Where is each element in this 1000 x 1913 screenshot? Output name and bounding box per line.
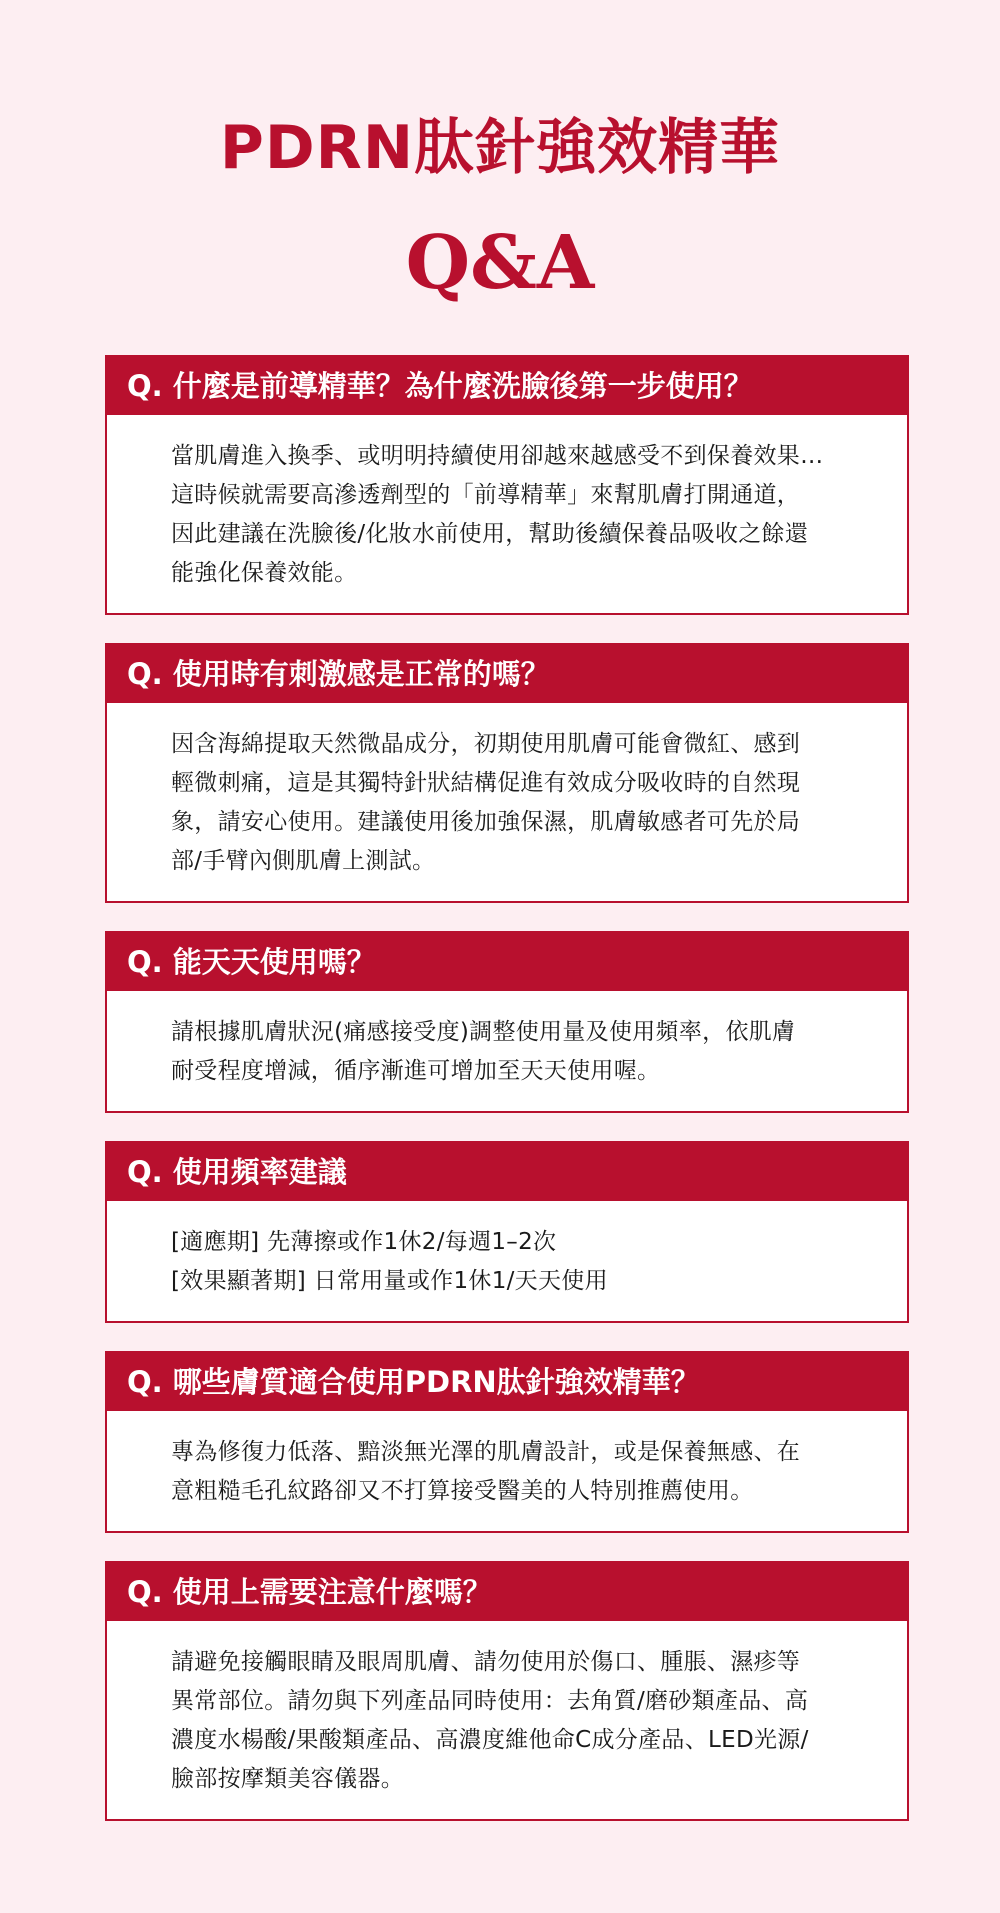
faq-answer-line: 異常部位。請勿與下列產品同時使用：去角質/磨砂類產品、高 xyxy=(171,1688,809,1714)
faq-answer-line: 耐受程度增減，循序漸進可增加至天天使用喔。 xyxy=(171,1058,661,1084)
faq-question: Q. 什麼是前導精華？為什麼洗臉後第一步使用？ xyxy=(107,357,907,415)
faq-answer-line: 部/手臂內側肌膚上測試。 xyxy=(171,848,436,874)
faq-answer xyxy=(107,1411,907,1531)
faq-answer-line: 能強化保養效能。 xyxy=(171,560,358,586)
faq-answer-line: 濃度水楊酸/果酸類產品、高濃度維他命C成分產品、LED光源/ xyxy=(171,1727,809,1753)
faq-answer-line: 當肌膚進入換季、或明明持續使用卻越來越感受不到保養效果… xyxy=(171,443,824,469)
faq-answer xyxy=(107,1201,907,1321)
faq-card xyxy=(105,1351,909,1533)
faq-question: Q. 使用時有刺激感是正常的嗎？ xyxy=(107,645,907,703)
faq-question: Q. 使用頻率建議 xyxy=(107,1143,907,1201)
faq-card xyxy=(105,643,909,903)
faq-answer xyxy=(107,703,907,901)
faq-card xyxy=(105,1141,909,1323)
faq-question: Q. 使用上需要注意什麼嗎？ xyxy=(107,1563,907,1621)
faq-answer-line: 象，請安心使用。建議使用後加強保濕，肌膚敏感者可先於局 xyxy=(171,809,801,835)
faq-answer-line: 因含海綿提取天然微晶成分，初期使用肌膚可能會微紅、感到 xyxy=(171,731,801,757)
faq-answer-line: [適應期] 先薄擦或作1休2/每週1–2次 xyxy=(171,1229,557,1255)
faq-answer-line: 意粗糙毛孔紋路卻又不打算接受醫美的人特別推薦使用。 xyxy=(171,1478,754,1504)
page-title: PDRN肽針強效精華 xyxy=(219,113,781,183)
faq-question: Q. 能天天使用嗎？ xyxy=(107,933,907,991)
faq-answer xyxy=(107,415,907,613)
faq-card xyxy=(105,355,909,615)
faq-answer xyxy=(107,1621,907,1819)
faq-answer xyxy=(107,991,907,1111)
faq-answer-line: 專為修復力低落、黯淡無光澤的肌膚設計，或是保養無感、在 xyxy=(171,1439,801,1465)
faq-card xyxy=(105,931,909,1113)
faq-answer-line: [效果顯著期] 日常用量或作1休1/天天使用 xyxy=(171,1268,608,1294)
faq-question: Q. 哪些膚質適合使用PDRN肽針強效精華？ xyxy=(107,1353,907,1411)
faq-answer-line: 輕微刺痛，這是其獨特針狀結構促進有效成分吸收時的自然現 xyxy=(171,770,801,796)
faq-list xyxy=(105,355,909,1849)
qa-heading: Q&A xyxy=(405,220,595,306)
faq-card xyxy=(105,1561,909,1821)
faq-answer-line: 臉部按摩類美容儀器。 xyxy=(171,1766,404,1792)
faq-answer-line: 請避免接觸眼睛及眼周肌膚、請勿使用於傷口、腫脹、濕疹等 xyxy=(171,1649,801,1675)
faq-answer-line: 請根據肌膚狀況(痛感接受度)調整使用量及使用頻率，依肌膚 xyxy=(171,1019,796,1045)
faq-answer-line: 因此建議在洗臉後/化妝水前使用，幫助後續保養品吸收之餘還 xyxy=(171,521,809,547)
faq-answer-line: 這時候就需要高滲透劑型的「前導精華」來幫肌膚打開通道， xyxy=(171,482,801,508)
